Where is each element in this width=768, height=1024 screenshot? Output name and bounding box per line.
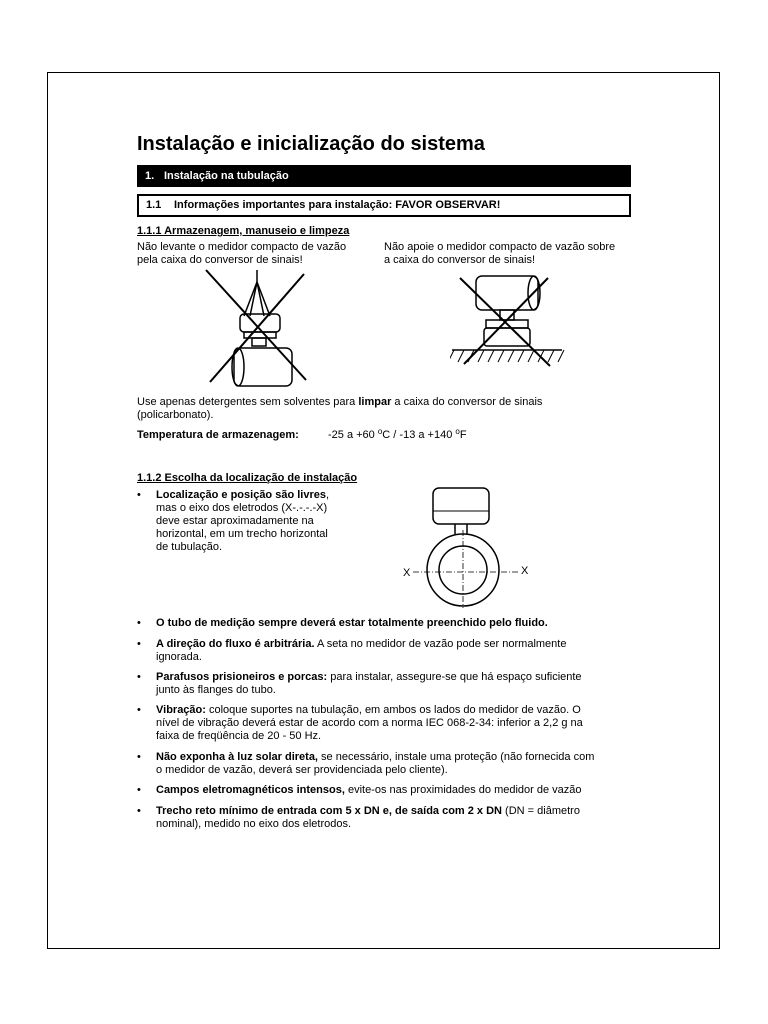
right-warning-line-2: a caixa do conversor de sinais! <box>384 254 536 266</box>
location-line-2: mas o eixo dos eletrodos (X-.-.-.-X) <box>156 502 328 514</box>
bullet-1-dot: • <box>137 617 141 629</box>
bullet-6-rest: evite-os nas proximidades do medidor de vazão <box>344 784 582 796</box>
bullet-7-text <box>156 805 636 831</box>
right-warning-line-1: Não apoie o medidor compacto de vazão sobre <box>384 241 616 253</box>
cleaning-pre: Use apenas detergentes sem solventes para <box>137 396 359 408</box>
bullet-2-text <box>156 638 636 664</box>
section-1-1-header <box>137 194 631 217</box>
temp-degree-2: o <box>455 427 460 436</box>
bullet-3-line-2: junto às flanges do tubo. <box>156 684 276 696</box>
storage-temp-value <box>328 429 467 442</box>
bullet-4-dot: • <box>137 704 141 716</box>
page-title: Instalação e inicialização do sistema <box>137 133 485 155</box>
location-line-3: deve estar aproximadamente na <box>156 515 314 527</box>
right-warning-text <box>384 241 615 267</box>
temp-part-3: F <box>459 429 467 441</box>
storage-temp-label: Temperatura de armazenagem: <box>137 429 299 441</box>
bullet-4-line-2: nível de vibração deverá estar de acordo com a norma IEC 068-2-34: inferior a 2,2 g na <box>156 717 583 729</box>
section-1-1-1-heading: 1.1.1 Armazenagem, manuseio e limpeza <box>137 225 350 237</box>
temp-degree-1: o <box>377 427 383 436</box>
location-bold: Localização e posição são livres <box>156 489 326 501</box>
electrode-axis-figure <box>395 484 545 612</box>
left-warning-line-2: pela caixa do conversor de sinais! <box>137 254 303 266</box>
bullet-2-dot: • <box>137 638 141 650</box>
location-text <box>156 489 356 554</box>
bullet-2-bold: A direção do fluxo é arbitrária. <box>156 638 315 650</box>
bullet-6-bold: Campos eletromagnéticos intensos, <box>156 784 345 796</box>
bullet-5-line-2: o medidor de vazão, deverá ser providenciada pelo cliente). <box>156 764 448 776</box>
section-1-label: Instalação na tubulação <box>164 170 289 182</box>
bullet-3-rest: para instalar, assegure-se que há espaço suficiente <box>327 671 582 683</box>
bullet-7-dot: • <box>137 805 141 817</box>
bullet-4-rest: coloque suportes na tubulação, em ambos os lados do medidor de vazão. O <box>205 704 581 716</box>
cleaning-text <box>137 396 542 422</box>
section-1-1-2-heading: 1.1.2 Escolha da localização de instalação <box>137 472 358 484</box>
bullet-7-line-2: nominal), medido no eixo dos eletrodos. <box>156 818 352 830</box>
cleaning-line-2: (policarbonato). <box>137 409 214 421</box>
bullet-7-rest: (DN = diâmetro <box>502 805 580 817</box>
location-line-4: horizontal, em um trecho horizontal <box>156 528 328 540</box>
cleaning-bold: limpar <box>358 396 392 408</box>
axis-right-label: X <box>521 565 529 577</box>
section-1-header <box>137 165 631 187</box>
bullet-4-bold: Vibração: <box>156 704 206 716</box>
section-1-1-label: Informações importantes para instalação: FAVOR OBSERVAR! <box>174 199 501 211</box>
bullet-location-dot: • <box>137 489 141 501</box>
bullet-3-dot: • <box>137 671 141 683</box>
axis-left-label: X <box>403 567 411 579</box>
bullet-5-text <box>156 751 636 777</box>
bullet-2-line-2: ignorada. <box>156 651 202 663</box>
temp-part-2: C / -13 a +140 <box>382 429 456 441</box>
bullet-4-line-3: faixa de freqüência de 20 - 50 Hz. <box>156 730 322 742</box>
bullet-5-rest: se necessário, instale uma proteção (não fornecida com <box>318 751 595 763</box>
bullet-1-text: O tubo de medição sempre deverá estar totalmente preenchido pelo fluido. <box>156 617 548 629</box>
lifting-prohibited-figure <box>200 268 320 388</box>
upside-down-prohibited-figure <box>450 270 570 370</box>
location-line-5: de tubulação. <box>156 541 223 553</box>
bullet-3-bold: Parafusos prisioneiros e porcas: <box>156 671 328 683</box>
bullet-6-dot: • <box>137 784 141 796</box>
left-warning-line-1: Não levante o medidor compacto de vazão <box>137 241 347 253</box>
cleaning-post: a caixa do conversor de sinais <box>391 396 543 408</box>
bullet-2-rest: A seta no medidor de vazão pode ser normalmente <box>314 638 567 650</box>
bullet-5-dot: • <box>137 751 141 763</box>
location-comma: , <box>325 489 330 501</box>
temp-part-1: -25 a +60 <box>328 429 378 441</box>
section-1-1-number: 1.1 <box>146 199 162 211</box>
bullet-4-text <box>156 704 636 743</box>
bullet-6-text <box>156 784 636 797</box>
bullet-5-bold: Não exponha à luz solar direta, <box>156 751 318 763</box>
left-warning-text <box>137 241 346 267</box>
section-1-number: 1. <box>145 170 155 182</box>
bullet-7-bold: Trecho reto mínimo de entrada com 5 x DN e, de saída com 2 x DN <box>156 805 502 817</box>
bullet-3-text <box>156 671 636 697</box>
